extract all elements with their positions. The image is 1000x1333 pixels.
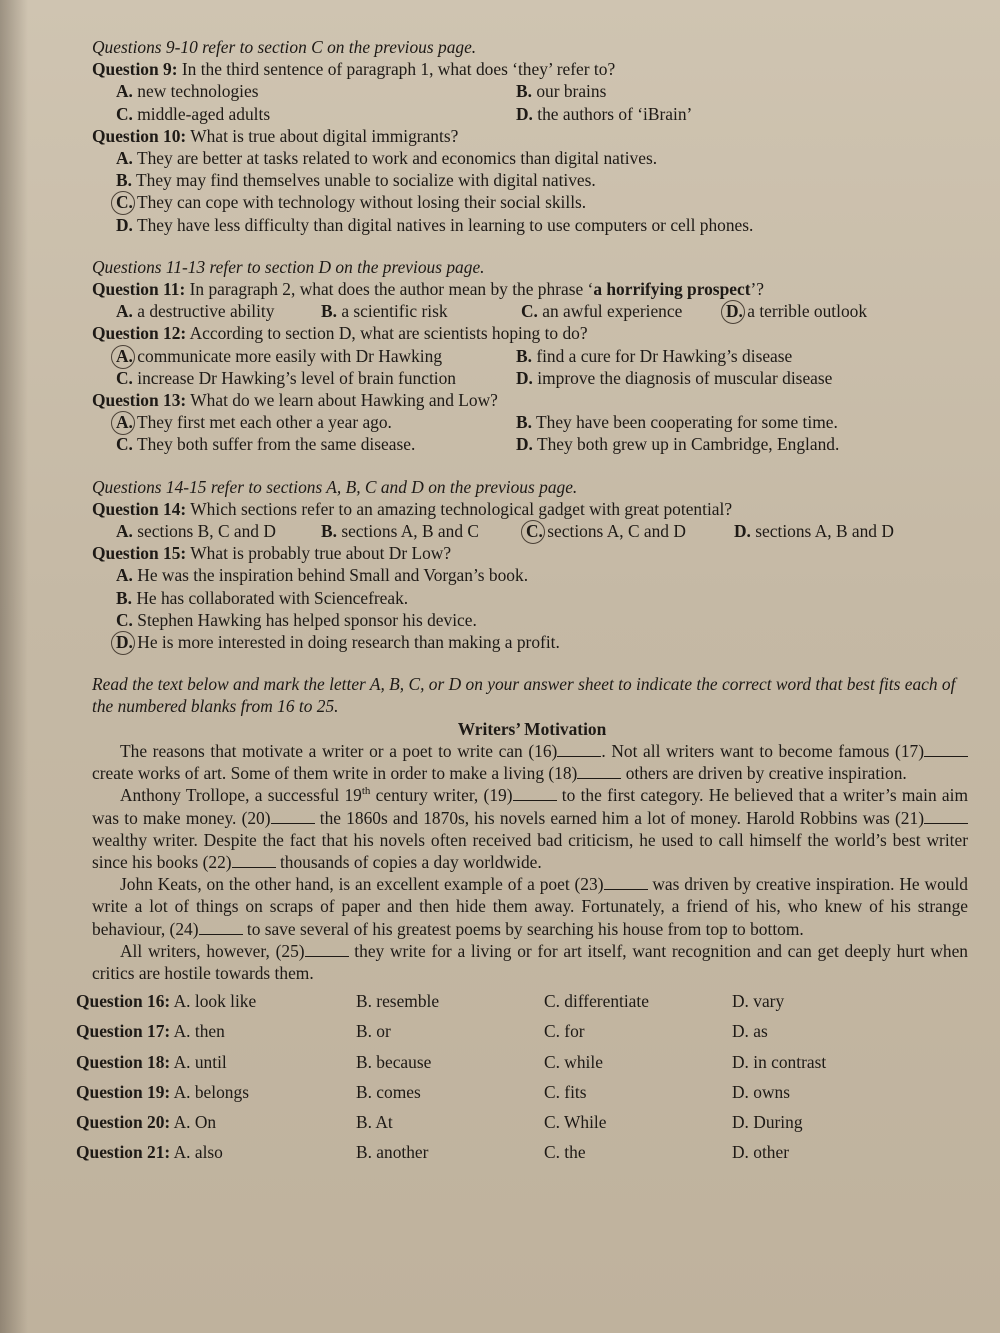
option: C. an awful experience bbox=[521, 301, 683, 322]
option: B. find a cure for Dr Hawking’s disease bbox=[516, 345, 793, 366]
option: C. Stephen Hawking has helped sponsor his device. bbox=[116, 609, 477, 630]
cloze-instructions: Read the text below and mark the letter A, B, C, or D on your answer sheet to indicate the correct word that best fits each of the numbered blanks from 16 to 25. bbox=[92, 674, 956, 717]
question-14: Question 14: Which sections refer to an amazing technological gadget with great potential? bbox=[92, 498, 733, 519]
passage-paragraph-2: Anthony Trollope, a successful 19th century writer, (19) to the first category. He believed that a writer’s main aim was to make money. (20) the 1860s and 1870s, his novels earned him a lot of money. Harold Robbins was (21) wealthy writer. Despite the fact that his novels often received bad criticism, he used to call himself the world’s best writer since his books (22) thousands of copies a day worldwide. bbox=[92, 785, 968, 872]
answer-option: B. because bbox=[356, 1051, 432, 1072]
option: D. sections A, B and D bbox=[734, 521, 894, 542]
answer-option-circled: D. During bbox=[732, 1111, 803, 1132]
answer-option: B. comes bbox=[356, 1081, 421, 1102]
option: C. increase Dr Hawking’s level of brain function bbox=[116, 367, 457, 388]
question-15-options bbox=[92, 564, 972, 653]
option: D. They have less difficulty than digital natives in learning to use computers or cell phones. bbox=[116, 214, 754, 235]
answer-row-18-a: Question 18: A. until bbox=[76, 1051, 227, 1072]
option: B. They may find themselves unable to socialize with digital natives. bbox=[116, 170, 596, 191]
question-10-options bbox=[92, 147, 972, 236]
answer-option: D. as bbox=[732, 1021, 768, 1042]
option: A. They are better at tasks related to work and economics than digital natives. bbox=[116, 148, 658, 169]
answer-option: B. At bbox=[356, 1111, 393, 1132]
blank bbox=[199, 920, 243, 935]
option: B. He has collaborated with Sciencefreak. bbox=[116, 587, 409, 608]
question-group-11-13 bbox=[92, 256, 972, 456]
option: B. They have been cooperating for some time. bbox=[516, 412, 838, 433]
option: B. a scientific risk bbox=[321, 301, 448, 322]
question-9: Question 9: In the third sentence of paragraph 1, what does ‘they’ refer to? bbox=[92, 59, 616, 80]
option: D. They both grew up in Cambridge, England. bbox=[516, 434, 840, 455]
answer-option: C. the bbox=[544, 1142, 586, 1163]
blank bbox=[305, 942, 349, 957]
blank bbox=[604, 875, 648, 890]
blank bbox=[513, 786, 557, 801]
answer-row-19-a: Question 19: A. belongs bbox=[76, 1081, 249, 1102]
section-note: Questions 14-15 refer to sections A, B, C and D on the previous page. bbox=[92, 476, 578, 497]
option: A. sections B, C and D bbox=[116, 521, 276, 542]
answer-option-circled: D. vary bbox=[732, 991, 785, 1012]
answer-option: C. for bbox=[544, 1021, 585, 1042]
question-12: Question 12: According to section D, what are scientists hoping to do? bbox=[92, 323, 588, 344]
option-circled: C. sections A, C and D bbox=[526, 521, 686, 542]
question-group-14-15 bbox=[92, 476, 972, 654]
option-circled: A. communicate more easily with Dr Hawking bbox=[116, 345, 443, 366]
question-12-options bbox=[92, 345, 972, 389]
section-note: Questions 9-10 refer to section C on the previous page. bbox=[92, 37, 477, 57]
answer-row-20-a: Question 20: A. On bbox=[76, 1111, 217, 1132]
option: A. new technologies bbox=[116, 81, 259, 102]
question-13: Question 13: What do we learn about Hawking and Low? bbox=[92, 390, 498, 411]
section-note: Questions 11-13 refer to section D on the previous page. bbox=[92, 256, 485, 277]
option: D. the authors of ‘iBrain’ bbox=[516, 103, 693, 124]
passage-paragraph-4: All writers, however, (25) they write for a living or for art itself, want recognition and can get deeply hurt when critics are hostile towards them. bbox=[92, 940, 969, 983]
question-group-9-10 bbox=[92, 36, 972, 236]
question-11-options bbox=[92, 300, 972, 322]
option-circled: D. a terrible outlook bbox=[726, 301, 868, 322]
blank bbox=[924, 809, 968, 824]
answer-row-21-a: Question 21: A. also bbox=[76, 1142, 223, 1163]
option: A. He was the inspiration behind Small and Vorgan’s book. bbox=[116, 565, 529, 586]
blank bbox=[271, 809, 315, 824]
answer-option-circled: B. another bbox=[356, 1142, 429, 1163]
blank bbox=[924, 742, 968, 757]
option: B. our brains bbox=[516, 81, 607, 102]
answer-option: C. While bbox=[544, 1111, 607, 1132]
answer-option-circled: C. while bbox=[544, 1051, 603, 1072]
answer-option: D. other bbox=[732, 1142, 789, 1163]
answer-option: C. differentiate bbox=[544, 991, 649, 1012]
question-13-options bbox=[92, 411, 972, 455]
answer-row-16-a: Question 16: A. look like bbox=[76, 991, 257, 1012]
question-11: Question 11: In paragraph 2, what does the author mean by the phrase ‘a horrifying prospect’? bbox=[92, 279, 764, 300]
question-15: Question 15: What is probably true about Dr Low? bbox=[92, 543, 452, 564]
passage-paragraph-3: John Keats, on the other hand, is an excellent example of a poet (23) was driven by creative inspiration. He would write a lot of things on scraps of paper and then hide them away. Fortunately, a friend of his, who knew of his strange behaviour, (24) to save several of his greatest poems by searching his house from top to bottom. bbox=[92, 874, 969, 939]
option-circled: A. They first met each other a year ago. bbox=[116, 412, 392, 433]
passage-paragraph-1: The reasons that motivate a writer or a poet to write can (16) . Not all writers want to become famous (17) create works of art. Some of them write in order to make a living (18) others are driven by creative inspiration. bbox=[92, 740, 972, 784]
answer-option: D. in contrast bbox=[732, 1051, 827, 1072]
answer-option: C. fits bbox=[544, 1081, 587, 1102]
blank bbox=[232, 853, 276, 868]
option: A. a destructive ability bbox=[116, 301, 275, 322]
passage-title: Writers’ Motivation bbox=[457, 718, 607, 739]
option: B. sections A, B and C bbox=[321, 521, 479, 542]
answer-option-circled: B. or bbox=[356, 1021, 391, 1042]
question-9-options bbox=[92, 80, 972, 124]
answer-option: B. resemble bbox=[356, 991, 440, 1012]
blank bbox=[577, 764, 621, 779]
blank bbox=[557, 742, 601, 757]
option-circled: D. He is more interested in doing research than making a profit. bbox=[116, 632, 560, 653]
option-circled: C. They can cope with technology without losing their social skills. bbox=[116, 192, 587, 213]
option: D. improve the diagnosis of muscular disease bbox=[516, 367, 833, 388]
answer-option: D. owns bbox=[732, 1081, 790, 1102]
option: C. They both suffer from the same disease. bbox=[116, 434, 416, 455]
answer-row-17-a: Question 17: A. then bbox=[76, 1021, 225, 1042]
option: C. middle-aged adults bbox=[116, 103, 271, 124]
question-10: Question 10: What is true about digital immigrants? bbox=[92, 125, 459, 146]
answer-options-grid bbox=[76, 990, 972, 1163]
question-14-options bbox=[92, 520, 972, 542]
